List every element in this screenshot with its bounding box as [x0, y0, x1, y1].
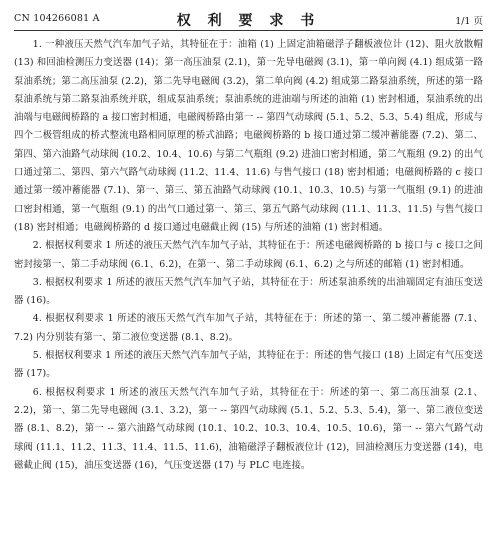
claim-1: 1. 一种液压天然气汽车加气子站，其特征在于：油箱 (1) 上固定油箱磁浮子翻板液位计 (12)、阻火放散帽 (13) 和回油检测压力变送器 (14)；第一高压油泵 (2.1)，第一先导电磁阀 (3.1)，第一单向阀 (4.1) 组成第一路泵油系统；第二高压油泵 (2.2)，第二先导电磁阀 (3.2)，第二单向阀 (4.2) 组成第二路泵油系统，所述的第一路泵油系统与第二路泵油系统并联，组成泵油系统；泵油系统的进油端与所述的油箱 (1) 密封相通，泵油系统的出油端与电磁阀桥路的 a 接口密封相通，电磁阀桥路由第一 -- 第四气动球阀 (5.1、5.2、5.3、5.4) 组成，形成与四个二极管组成的桥式整流电路相同原理的桥式油路；电磁阀桥路的 b 接口通过第二缓冲蓄能器 (7.2)、第二、第四、第六油路气动球阀 (10.2、10.4、10.6) 与第二气瓶组 (9.2) 进油口密封相通，第二气瓶组 (9.2) 的出气口通过第二、第四、第六气路气动球阀 (11.2、11.4、11.6) 与售气接口 (18) 密封相通；电磁阀桥路的 c 接口通过第一缓冲蓄能器 (7.1)、第一、第三、第五油路气动球阀 (10.1、10.3、10.5) 与第一气瓶组 (9.1) 的进油口密封相通，第一气瓶组 (9.1) 的出气口通过第一、第三、第五气路气动球阀 (11.1、11.3、11.5) 与售气接口 (18) 密封相通；电磁阀桥路的 d 接口通过电磁截止阀 (15) 与所述的油箱 (1) 密封相通。: [14, 39, 483, 233]
header-divider: [14, 30, 483, 31]
claim-4: 4. 根据权利要求 1 所述的液压天然气汽车加气子站，其特征在于：所述的第一、第二缓冲蓄能器 (7.1、7.2) 内分别装有第一、第二液位变送器 (8.1、8.2)。: [14, 313, 483, 343]
claims-body: [14, 36, 483, 475]
claim-5: 5. 根据权利要求 1 所述的液压天然气汽车加气子站，其特征在于：所述的售气接口 (18) 上固定有气压变送器 (17)。: [14, 350, 483, 380]
page-title: 权 利 要 求 书: [176, 13, 321, 29]
document-number: CN 104266081 A: [14, 13, 100, 24]
claim-6: 6. 根据权利要求 1 所述的液压天然气汽车加气子站，其特征在于：所述的第一、第二高压油泵 (2.1、2.2)，第一、第二先导电磁阀 (3.1、3.2)，第一 -- 第四气动球阀 (5.1、5.2、5.3、5.4)，第一、第二液位变送器 (8.1、8.2)，第一 -- 第六油路气动球阀 (10.1、10.2、10.3、10.4、10.5、10.6)，第一 -- 第六气路气动球阀 (11.1、11.2、11.3、11.4、11.5、11.6)，油箱磁浮子翻板液位计 (12)，回油检测压力变送器 (14)，电磁截止阀 (15)，油压变送器 (16)，气压变送器 (17) 与 PLC 电连接。: [14, 386, 483, 471]
claim-3: 3. 根据权利要求 1 所述的液压天然气汽车加气子站，其特征在于：所述泵油系统的出油端固定有油压变送器 (16)。: [14, 276, 483, 307]
claim-2: 2. 根据权利要求 1 所述的液压天然气汽车加气子站，其特征在于：所述电磁阀桥路的 b 接口与 c 接口之间密封接第一、第二手动球阀 (6.1、6.2)，在第一、第二手动球阀 (6.1、6.2) 之与所述的邮箱 (1) 密封相通。: [14, 240, 483, 270]
page-number: 1/1 页: [455, 16, 483, 27]
page-header: [14, 10, 483, 30]
